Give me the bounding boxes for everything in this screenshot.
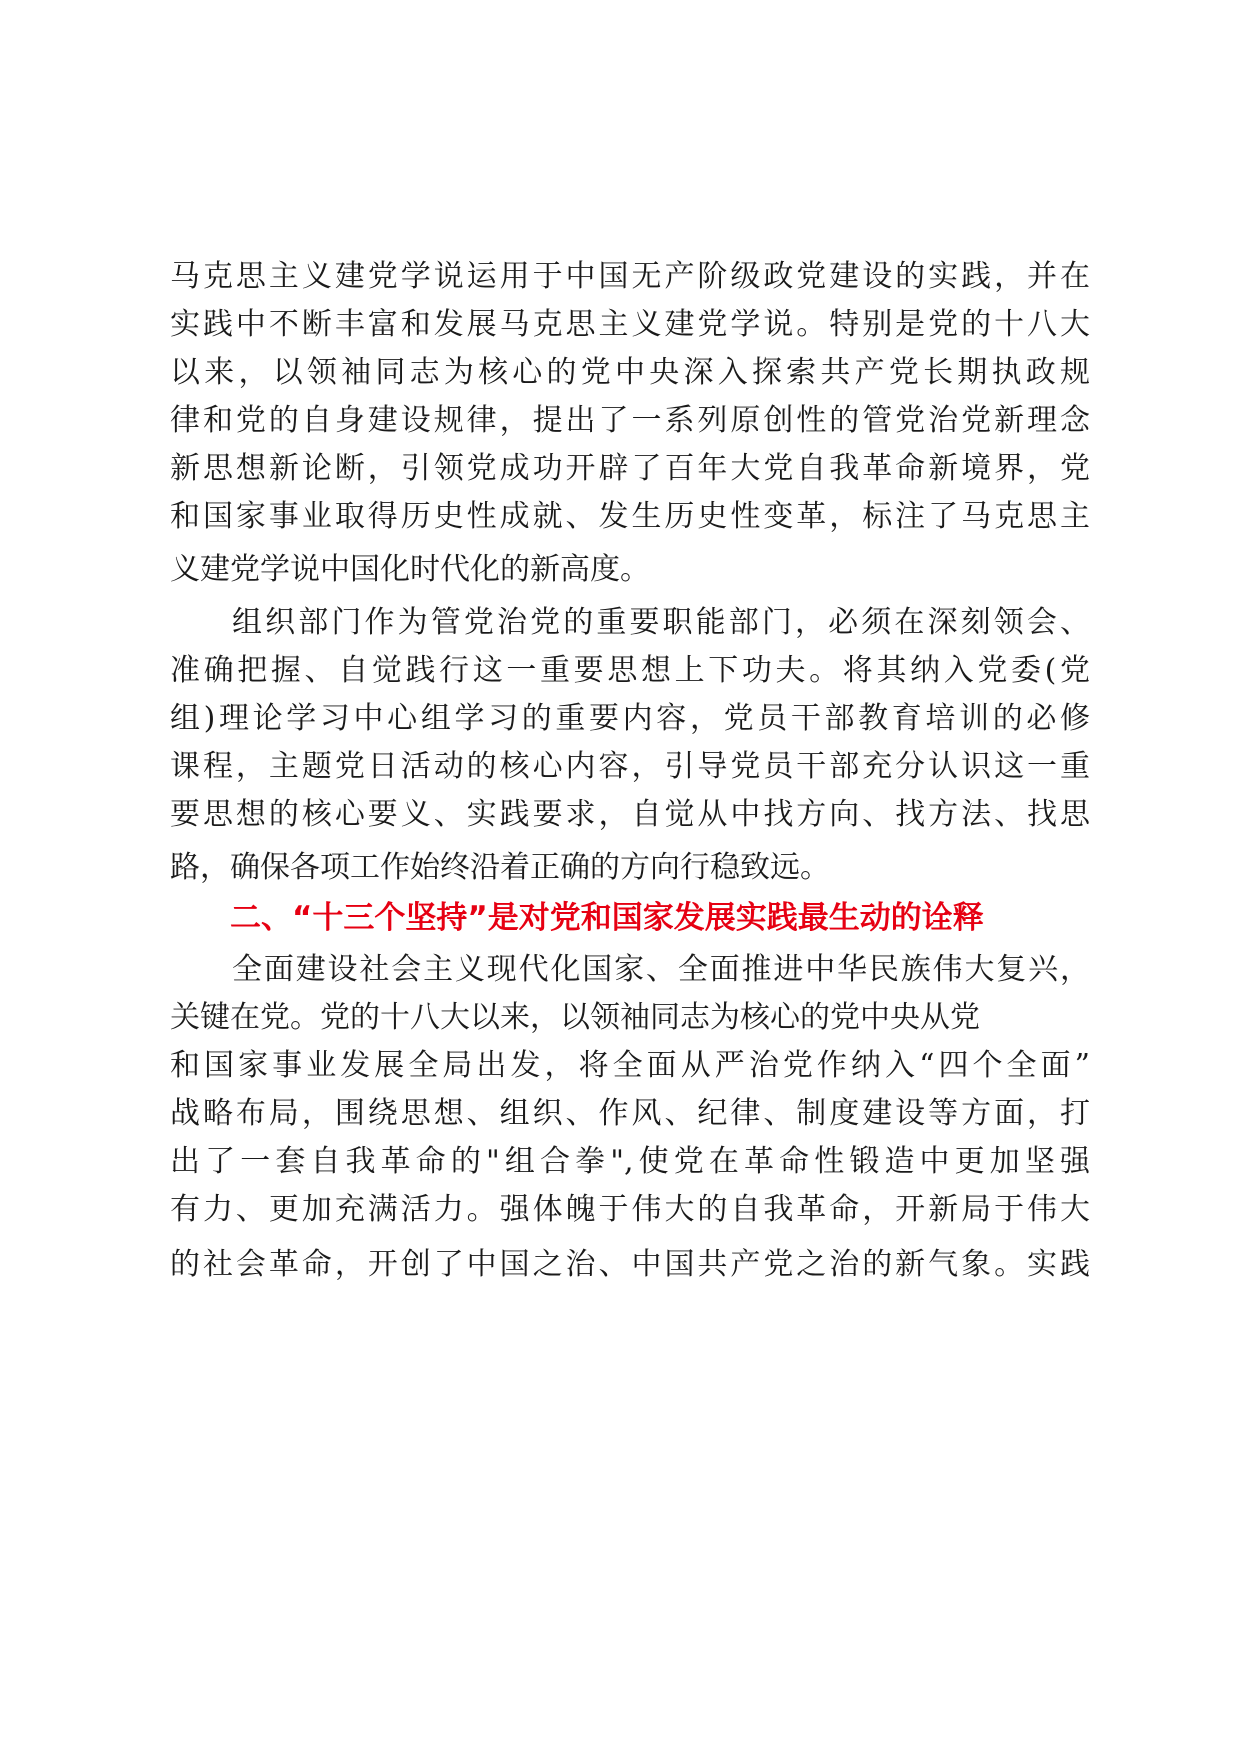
paragraph-1-line-3: 以来，以领袖同志为核心的党中央深入探索共产党长期执政规: [170, 355, 1090, 390]
paragraph-2-line-1: 组织部门作为管党治党的重要职能部门，必须在深刻领会、: [232, 605, 1090, 640]
paragraph-1-line-7: 义建党学说中国化时代化的新高度。: [170, 552, 650, 587]
paragraph-3-line-7: 的社会革命，开创了中国之治、中国共产党之治的新气象。实践: [170, 1247, 1090, 1282]
paragraph-1-line-2: 实践中不断丰富和发展马克思主义建党学说。特别是党的十八大: [170, 307, 1090, 342]
paragraph-1-line-4: 律和党的自身建设规律，提出了一系列原创性的管党治党新理念: [170, 403, 1090, 438]
paragraph-3-line-3: 和国家事业发展全局出发，将全面从严治党作纳入“四个全面”: [170, 1048, 1090, 1083]
paragraph-2-line-2: 准确把握、自觉践行这一重要思想上下功夫。将其纳入党委(党: [170, 653, 1090, 688]
paragraph-1-line-1: 马克思主义建党学说运用于中国无产阶级政党建设的实践，并在: [170, 259, 1090, 294]
paragraph-2-line-3: 组)理论学习中心组学习的重要内容，党员干部教育培训的必修: [170, 701, 1090, 736]
paragraph-2-line-4: 课程，主题党日活动的核心内容，引导党员干部充分认识这一重: [170, 749, 1090, 784]
paragraph-1-line-5: 新思想新论断，引领党成功开辟了百年大党自我革命新境界，党: [170, 451, 1090, 486]
paragraph-1-line-6: 和国家事业取得历史性成就、发生历史性变革，标注了马克思主: [170, 499, 1090, 534]
paragraph-3-line-1: 全面建设社会主义现代化国家、全面推进中华民族伟大复兴，: [232, 952, 1090, 987]
paragraph-3-line-4: 战略布局，围绕思想、组织、作风、纪律、制度建设等方面，打: [170, 1096, 1090, 1131]
paragraph-2-line-5: 要思想的核心要义、实践要求，自觉从中找方向、找方法、找思: [170, 797, 1090, 832]
section-heading: 二、“十三个坚持”是对党和国家发展实践最生动的诠释: [230, 900, 984, 936]
paragraph-3-line-2: 关键在党。党的十八大以来，以领袖同志为核心的党中央从党: [170, 1000, 980, 1035]
paragraph-3-line-5: 出了一套自我革命的"组合拳",使党在革命性锻造中更加坚强: [170, 1144, 1090, 1179]
paragraph-2-line-6: 路，确保各项工作始终沿着正确的方向行稳致远。: [170, 850, 830, 885]
paragraph-3-line-6: 有力、更加充满活力。强体魄于伟大的自我革命，开新局于伟大: [170, 1192, 1090, 1227]
